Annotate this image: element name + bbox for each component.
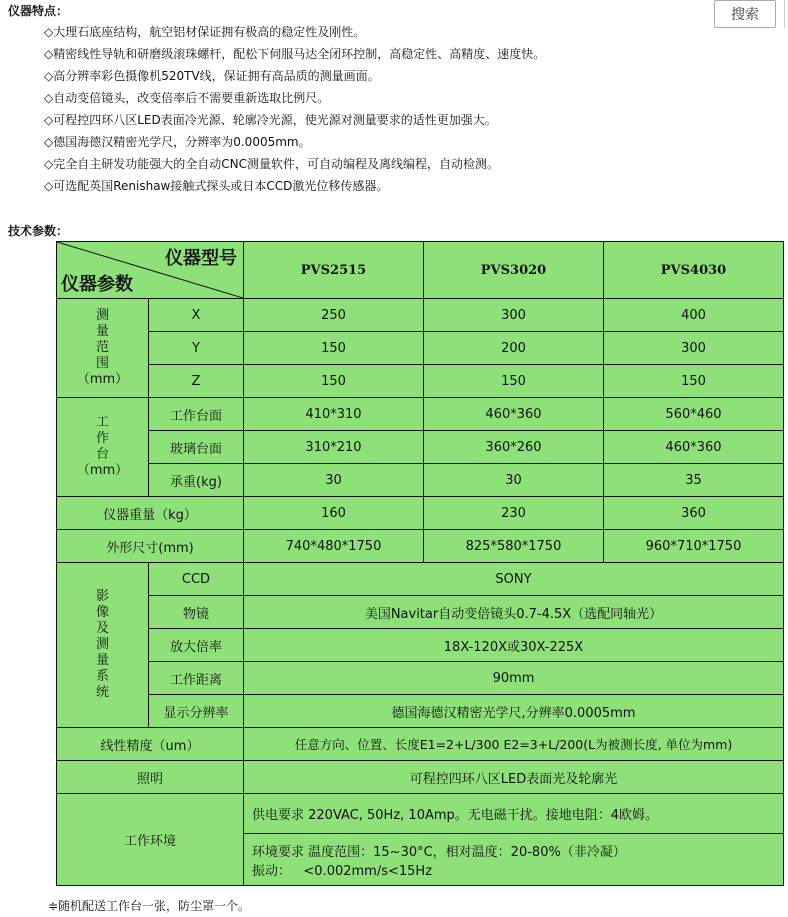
row-label: 工作环境 [57, 794, 244, 886]
table-row [57, 629, 784, 662]
header-row [57, 242, 784, 299]
imaging-group-label: 影 像 及 测 量 系 统 [57, 563, 149, 728]
row-label: Z [149, 365, 244, 398]
table-cell: 30 [244, 464, 424, 497]
env-line: 环境要求 温度范围：15~30°C，相对温度：20-80%（非冷凝） [252, 844, 626, 860]
row-label: 外形尺寸(mm) [57, 530, 244, 563]
table-row [57, 497, 784, 530]
features-list [44, 21, 545, 197]
table-row [57, 464, 784, 497]
range-group-label: 测 量 范 围 （mm） [57, 299, 149, 398]
table-cell: 18X-120X或30X-225X [244, 629, 784, 662]
table-row [57, 299, 784, 332]
model-header: PVS3020 [424, 242, 604, 299]
row-label: 工作台面 [149, 398, 244, 431]
table-cell: 825*580*1750 [424, 530, 604, 563]
table-cell: 美国Navitar自动变倍镜头0.7-4.5X（选配同轴光） [244, 596, 784, 629]
table-cell: 740*480*1750 [244, 530, 424, 563]
table-cell: 30 [424, 464, 604, 497]
row-label: 仪器重量（kg） [57, 497, 244, 530]
feature-item: ◇完全自主研发功能强大的全自动CNC测量软件，可自动编程及离线编程，自动检测。 [44, 157, 499, 171]
table-cell: 560*460 [604, 398, 784, 431]
table-cell: 200 [424, 332, 604, 365]
table-row [57, 563, 784, 596]
feature-item: ◇自动变倍镜头，改变倍率后不需要重新选取比例尺。 [44, 91, 330, 105]
feature-item: ◇可选配英国Renishaw接触式探头或日本CCD激光位移传感器。 [44, 179, 389, 193]
table-cell: 400 [604, 299, 784, 332]
header-corner [57, 242, 244, 299]
model-header: PVS4030 [604, 242, 784, 299]
feature-item: ◇德国海德汉精密光学尺，分辨率为0.0005mm。 [44, 135, 311, 149]
table-cell: 300 [604, 332, 784, 365]
table-cell: 任意方向、位置、长度E1=2+L/300 E2=3+L/200(L为被测长度, 单位为mm) [244, 728, 784, 761]
table-cell: 230 [424, 497, 604, 530]
env-line: 振动： <0.002mm/s<15Hz [252, 863, 433, 879]
row-label: 放大倍率 [149, 629, 244, 662]
table-row [57, 596, 784, 629]
table-cell: SONY [244, 563, 784, 596]
table-cell: 90mm [244, 662, 784, 695]
row-label: 工作距离 [149, 662, 244, 695]
table-cell: 德国海德汉精密光学尺,分辨率0.0005mm [244, 695, 784, 728]
row-label: 显示分辨率 [149, 695, 244, 728]
table-cell: 150 [604, 365, 784, 398]
table-row [57, 365, 784, 398]
table-row [57, 398, 784, 431]
row-label: Y [149, 332, 244, 365]
feature-item: ◇大理石底座结构，航空铝材保证拥有极高的稳定性及刚性。 [44, 25, 366, 39]
table-row [57, 530, 784, 563]
table-row [57, 332, 784, 365]
table-cell: 410*310 [244, 398, 424, 431]
environment-requirement [244, 834, 784, 886]
stage-group-label: 工 作 台 （mm） [57, 398, 149, 497]
header-model-label: 仪器型号 [165, 248, 237, 269]
row-label: 物镜 [149, 596, 244, 629]
table-cell: 310*210 [244, 431, 424, 464]
table-row [57, 761, 784, 794]
row-label: 照明 [57, 761, 244, 794]
table-row [57, 695, 784, 728]
table-cell: 160 [244, 497, 424, 530]
table-cell: 150 [244, 365, 424, 398]
features-title: 仪器特点： [8, 4, 69, 18]
table-cell: 360*260 [424, 431, 604, 464]
footer-note: ≑随机配送工作台一张，防尘罩一个。 [48, 899, 251, 913]
header-param-label: 仪器参数 [61, 274, 133, 295]
table-row [57, 728, 784, 761]
tech-title: 技术参数： [8, 224, 69, 238]
table-cell: 35 [604, 464, 784, 497]
table-cell: 960*710*1750 [604, 530, 784, 563]
table-cell: 460*360 [424, 398, 604, 431]
power-requirement: 供电要求 220VAC, 50Hz, 10Amp。无电磁干扰。接地电阻：4欧姆。 [244, 794, 784, 834]
feature-item: ◇可程控四环八区LED表面冷光源、轮廓冷光源，使光源对测量要求的适性更加强大。 [44, 113, 497, 127]
row-label: 承重(kg) [149, 464, 244, 497]
table-cell: 300 [424, 299, 604, 332]
table-row [57, 662, 784, 695]
table-cell: 460*360 [604, 431, 784, 464]
row-label: 线性精度（um） [57, 728, 244, 761]
feature-item: ◇高分辨率彩色摄像机520TV线，保证拥有高品质的测量画面。 [44, 69, 380, 83]
table-cell: 150 [244, 332, 424, 365]
table-cell: 360 [604, 497, 784, 530]
row-label: CCD [149, 563, 244, 596]
model-header: PVS2515 [244, 242, 424, 299]
table-cell: 250 [244, 299, 424, 332]
page-edge [784, 0, 788, 28]
feature-item: ◇精密线性导轨和研磨级滚珠螺杆，配松下伺服马达全闭环控制，高稳定性、高精度、速度快。 [44, 47, 546, 61]
table-row [57, 431, 784, 464]
row-label: 玻璃台面 [149, 431, 244, 464]
table-cell: 150 [424, 365, 604, 398]
spec-table [56, 241, 784, 886]
table-row [57, 794, 784, 834]
row-label: X [149, 299, 244, 332]
search-button[interactable]: 搜索 [714, 0, 776, 28]
table-cell: 可程控四环八区LED表面光及轮廓光 [244, 761, 784, 794]
